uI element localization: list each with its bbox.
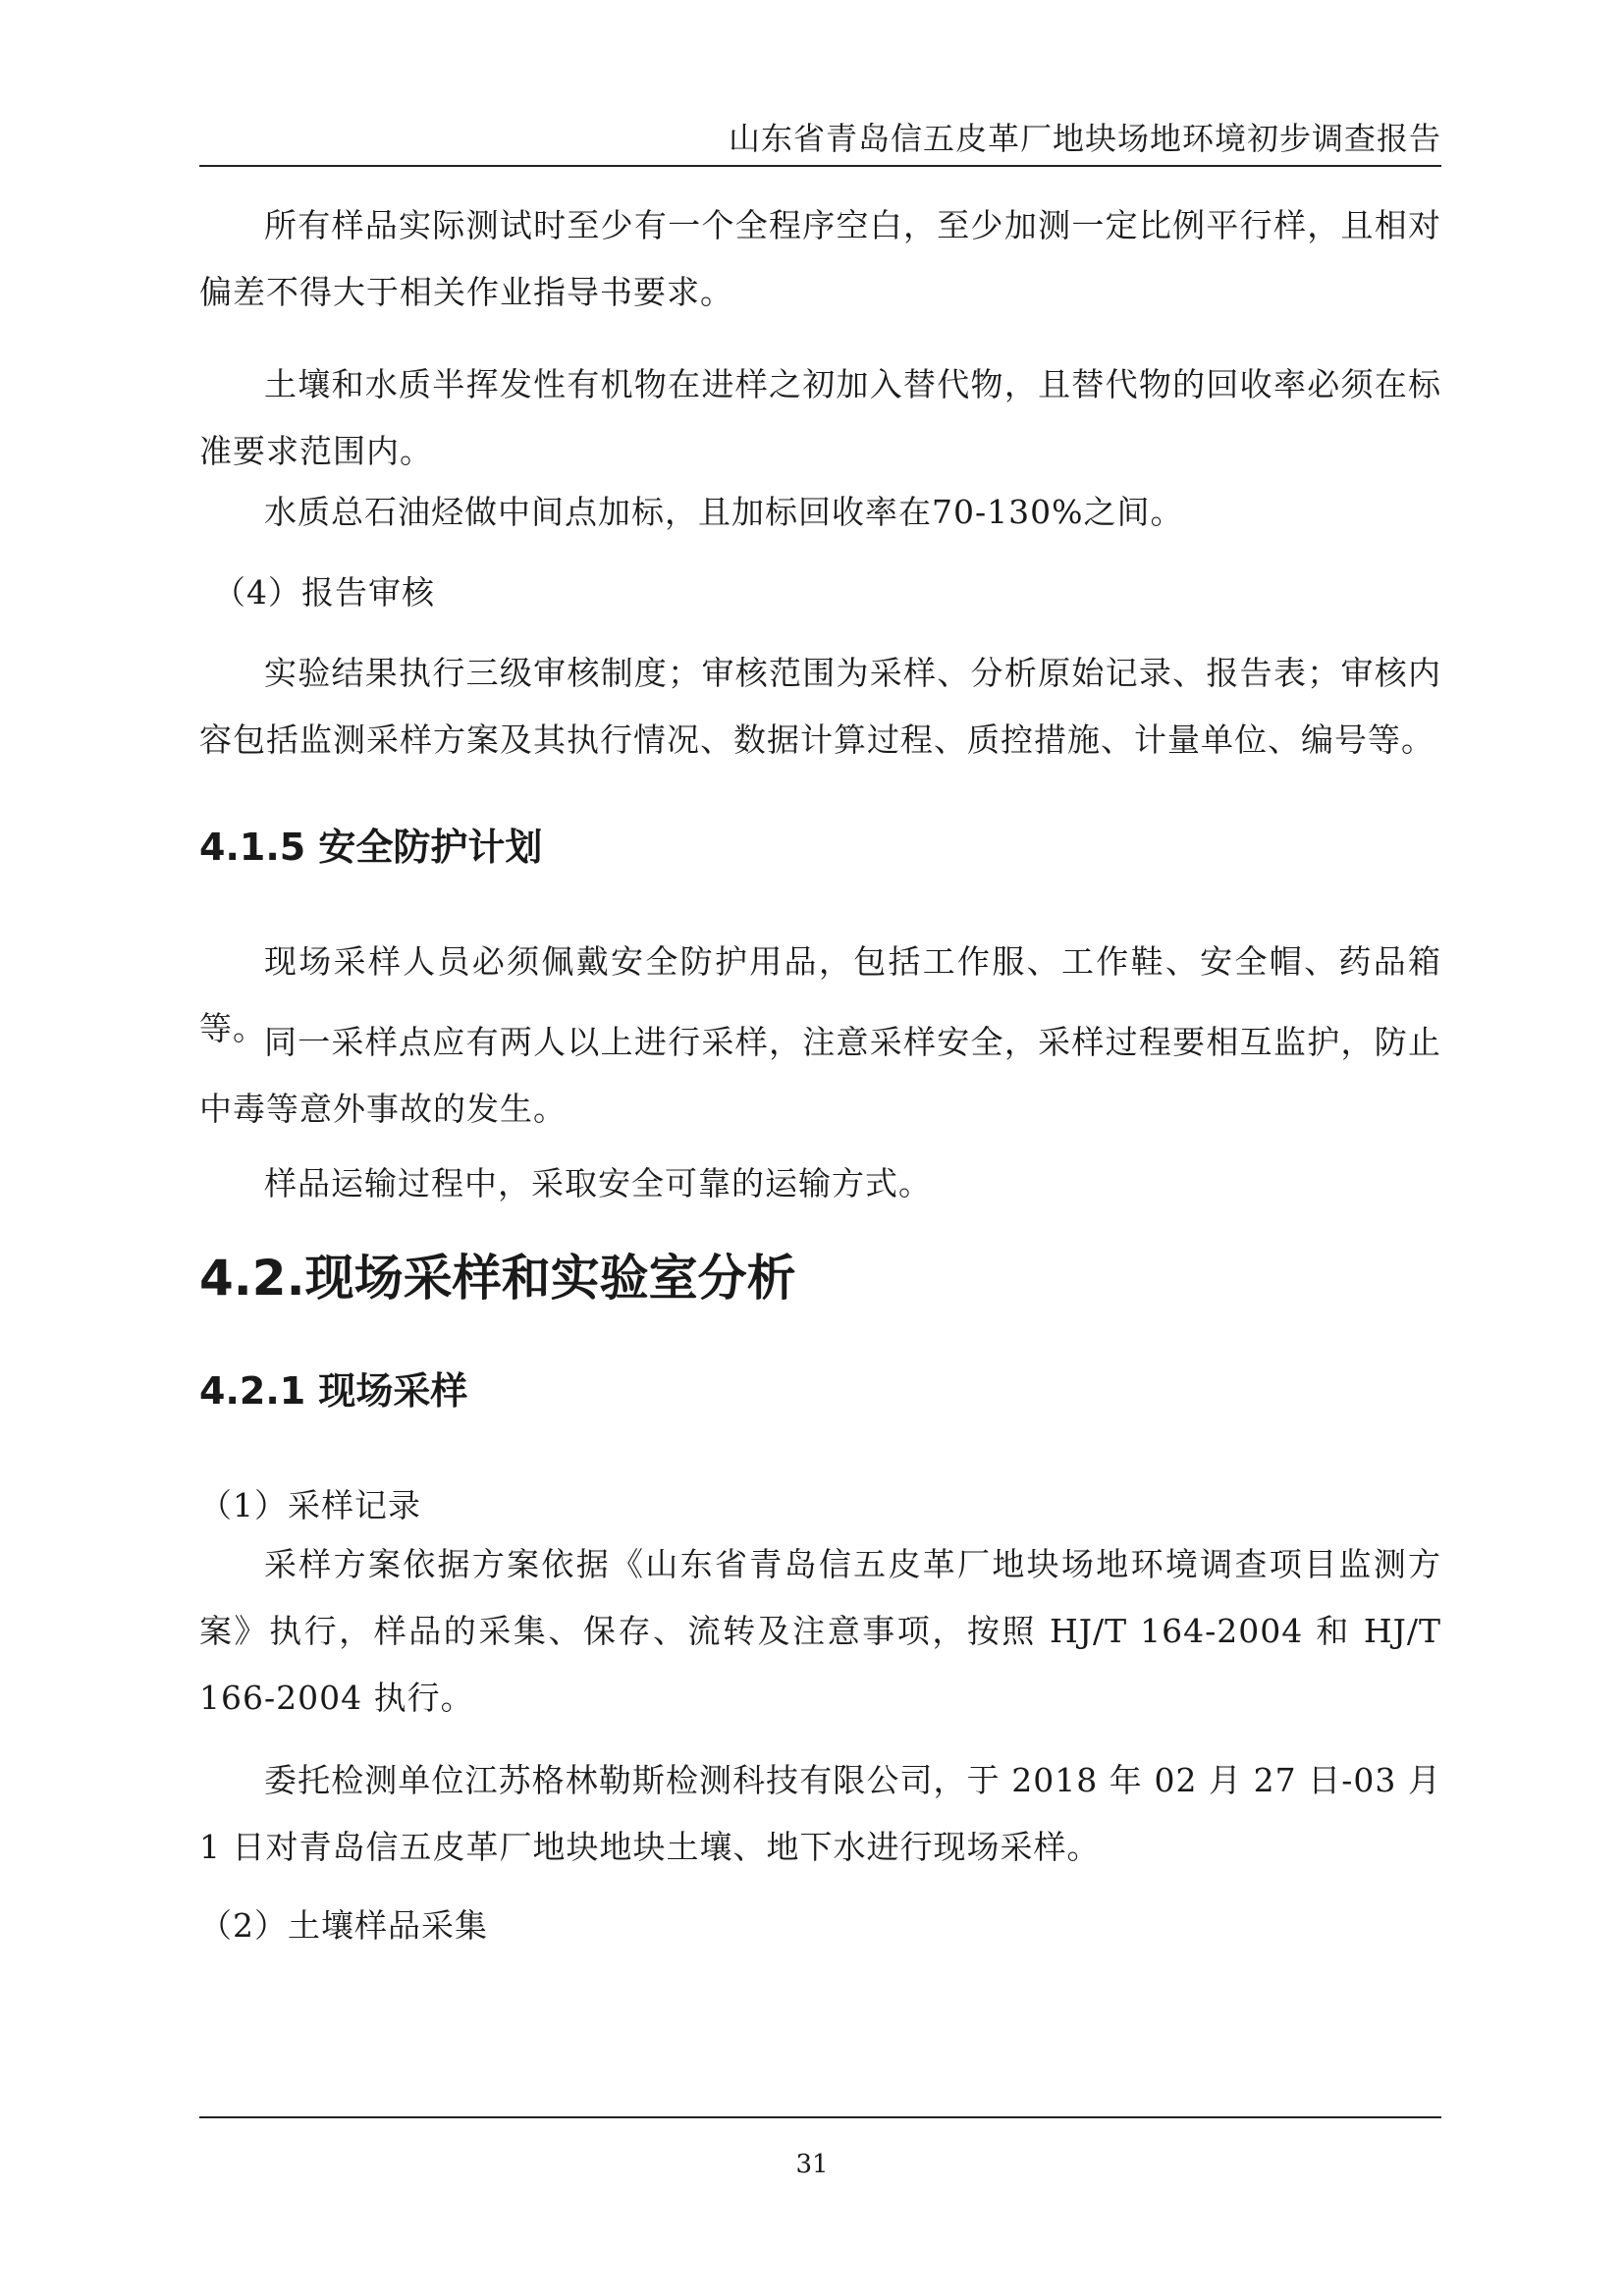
page-number: 31 (795, 2150, 829, 2179)
paragraph-sampling-plan: 采样方案依据方案依据《山东省青岛信五皮革厂地块场地环境调查项目监测方案》执行，样品的采集、保存、流转及注意事项，按照 HJ/T 164-2004 和 HJ/T 166-2004 执行。 (199, 1545, 1441, 1717)
paragraph-blank-sample: 所有样品实际测试时至少有一个全程序空白，至少加测一定比例平行样，且相对偏差不得大于相关作业指导书要求。 (199, 206, 1441, 311)
subheading-soil-sampling: （2）土壤样品采集 (199, 1906, 488, 1945)
paragraph-tph-spike: 水质总石油烃做中间点加标，且加标回收率在70-130%之间。 (264, 493, 1184, 531)
section-heading-4-2-1: 4.2.1 现场采样 (199, 1369, 468, 1413)
section-heading-4-1-5: 4.1.5 安全防护计划 (199, 826, 543, 869)
footer-divider (199, 2116, 1441, 2118)
paragraph-two-person-sampling: 同一采样点应有两人以上进行采样，注意采样安全，采样过程要相互监护，防止中毒等意外事故的发生。 (199, 1023, 1441, 1128)
paragraph-review-system: 实验结果执行三级审核制度；审核范围为采样、分析原始记录、报告表；审核内容包括监测采样方案及其执行情况、数据计算过程、质控措施、计量单位、编号等。 (199, 654, 1441, 759)
subheading-report-review: （4）报告审核 (213, 573, 435, 612)
section-heading-4-2: 4.2.现场采样和实验室分析 (199, 1250, 796, 1307)
subheading-sampling-record: （1）采样记录 (199, 1486, 421, 1524)
header-divider (199, 165, 1441, 167)
paragraph-surrogate: 土壤和水质半挥发性有机物在进样之初加入替代物，且替代物的回收率必须在标准要求范围内。 (199, 365, 1441, 470)
paragraph-protective-gear: 现场采样人员必须佩戴安全防护用品，包括工作服、工作鞋、安全帽、药品箱等。 (199, 942, 1441, 1047)
paragraph-sampling-agency: 委托检测单位江苏格林勒斯检测科技有限公司，于 2018 年 02 月 27 日-03 月 1 日对青岛信五皮革厂地块地块土壤、地下水进行现场采样。 (199, 1761, 1441, 1866)
paragraph-transport: 样品运输过程中，采取安全可靠的运输方式。 (264, 1164, 932, 1202)
page-header-title: 山东省青岛信五皮革厂地块场地环境初步调查报告 (728, 120, 1441, 157)
